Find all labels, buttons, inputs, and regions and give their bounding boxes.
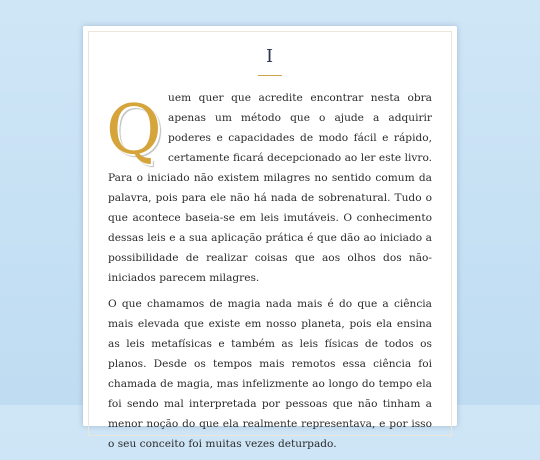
chapter-divider [258,75,282,76]
chapter-number: I [265,46,275,67]
paragraph-1 [108,88,432,288]
book-page [83,26,457,450]
chapter-body [108,88,432,460]
paragraph-2: O que chamamos de magia nada mais é do que a ciência mais elevada que existe em nosso planeta, pois ela ensina as leis metafísicas e também as leis físicas de todos os planos. Desde os tempos mais remotos essa ciência foi chamada de magia, mas infelizmente ao longo do tempo ela foi sendo mal interpretada por pessoas que não tinham a menor noção do que ela realmente representava, e por isso o seu conceito foi muitas vezes deturpado. [108,298,432,450]
drop-cap: Q [106,91,162,170]
paragraph-1-text: uem quer que acredite encontrar nesta obra apenas um método que o ajude a adquirir poderes e capacidades de modo fácil e rápido, certamente ficará decepcionado ao ler este livro. Para o iniciado não existem milagres no sentido comum da palavra, pois para ele não há nada de sobrenatural. Tudo o que acontece baseia-se em leis imutáveis. O conhecimento dessas leis e a sua aplicação prática é que dão ao iniciado a possibilidade de realizar coisas que aos olhos dos não-iniciados parecem milagres. [108,92,432,284]
